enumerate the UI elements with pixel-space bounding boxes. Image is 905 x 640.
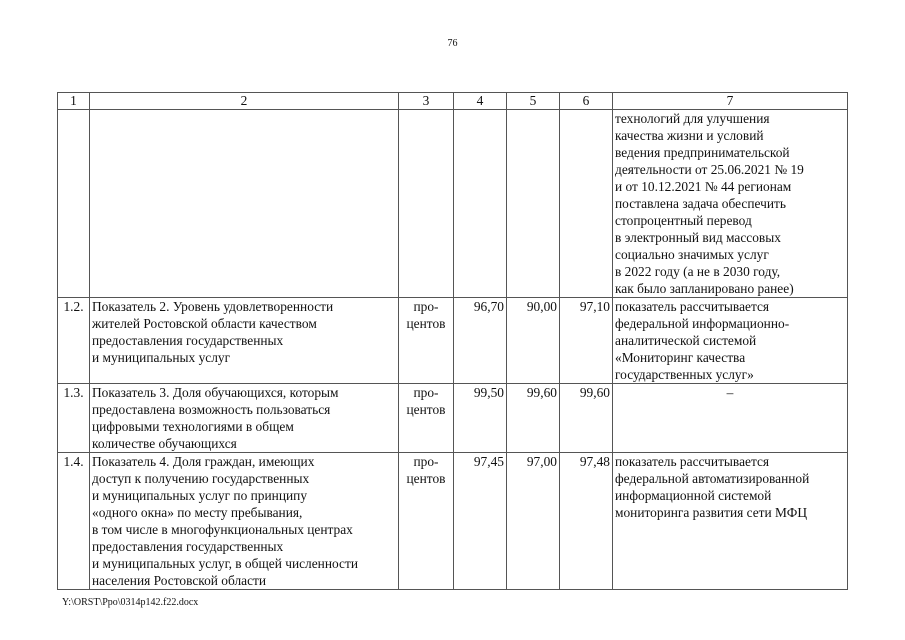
row-value-2: 90,00 <box>507 298 560 384</box>
row-value-1 <box>454 110 507 298</box>
row-value-2 <box>507 110 560 298</box>
col-header-7: 7 <box>613 93 848 110</box>
row-index: 1.3. <box>58 384 90 453</box>
row-unit <box>399 110 454 298</box>
col-header-5: 5 <box>507 93 560 110</box>
row-value-1: 97,45 <box>454 453 507 590</box>
col-header-1: 1 <box>58 93 90 110</box>
row-description <box>90 110 399 298</box>
indicators-table <box>57 92 848 590</box>
page-number: 76 <box>447 38 458 49</box>
table-row <box>58 110 848 298</box>
header-row <box>58 93 848 110</box>
row-description: Показатель 3. Доля обучающихся, которым предоставлена возможность пользоваться цифровыми технологиями в общем количестве обучающихся <box>90 384 399 453</box>
row-value-3: 99,60 <box>560 384 613 453</box>
row-unit: про- центов <box>399 298 454 384</box>
row-value-2: 97,00 <box>507 453 560 590</box>
col-header-3: 3 <box>399 93 454 110</box>
file-path-footer: Y:\ORST\Ppo\0314p142.f22.docx <box>62 597 199 608</box>
row-note: технологий для улучшения качества жизни и условий ведения предпринимательской деятельности от 25.06.2021 № 19 и от 10.12.2021 № 44 регионам поставлена задача обеспечить стопроцентный перевод в электронный вид массовых социально значимых услуг в 2022 году (а не в 2030 году, как было запланировано ранее) <box>613 110 848 298</box>
col-header-2: 2 <box>90 93 399 110</box>
row-unit: про- центов <box>399 453 454 590</box>
col-header-4: 4 <box>454 93 507 110</box>
row-note: показатель рассчитывается федеральной информационно- аналитической системой «Мониторинг качества государственных услуг» <box>613 298 848 384</box>
row-index: 1.2. <box>58 298 90 384</box>
row-value-3: 97,48 <box>560 453 613 590</box>
table-row <box>58 384 848 453</box>
row-note: показатель рассчитывается федеральной автоматизированной информационной системой мониторинга развития сети МФЦ <box>613 453 848 590</box>
row-value-3: 97,10 <box>560 298 613 384</box>
row-index: 1.4. <box>58 453 90 590</box>
row-value-1: 99,50 <box>454 384 507 453</box>
row-value-3 <box>560 110 613 298</box>
row-note: – <box>613 384 848 453</box>
row-unit: про- центов <box>399 384 454 453</box>
row-description: Показатель 2. Уровень удовлетворенности жителей Ростовской области качеством предоставления государственных и муниципальных услуг <box>90 298 399 384</box>
row-value-2: 99,60 <box>507 384 560 453</box>
col-header-6: 6 <box>560 93 613 110</box>
table-row <box>58 453 848 590</box>
row-description: Показатель 4. Доля граждан, имеющих доступ к получению государственных и муниципальных услуг по принципу «одного окна» по месту пребывания, в том числе в многофункциональных центрах предоставления государственных и муниципальных услуг, в общей численности населения Ростовской области <box>90 453 399 590</box>
row-value-1: 96,70 <box>454 298 507 384</box>
row-index <box>58 110 90 298</box>
table-row <box>58 298 848 384</box>
